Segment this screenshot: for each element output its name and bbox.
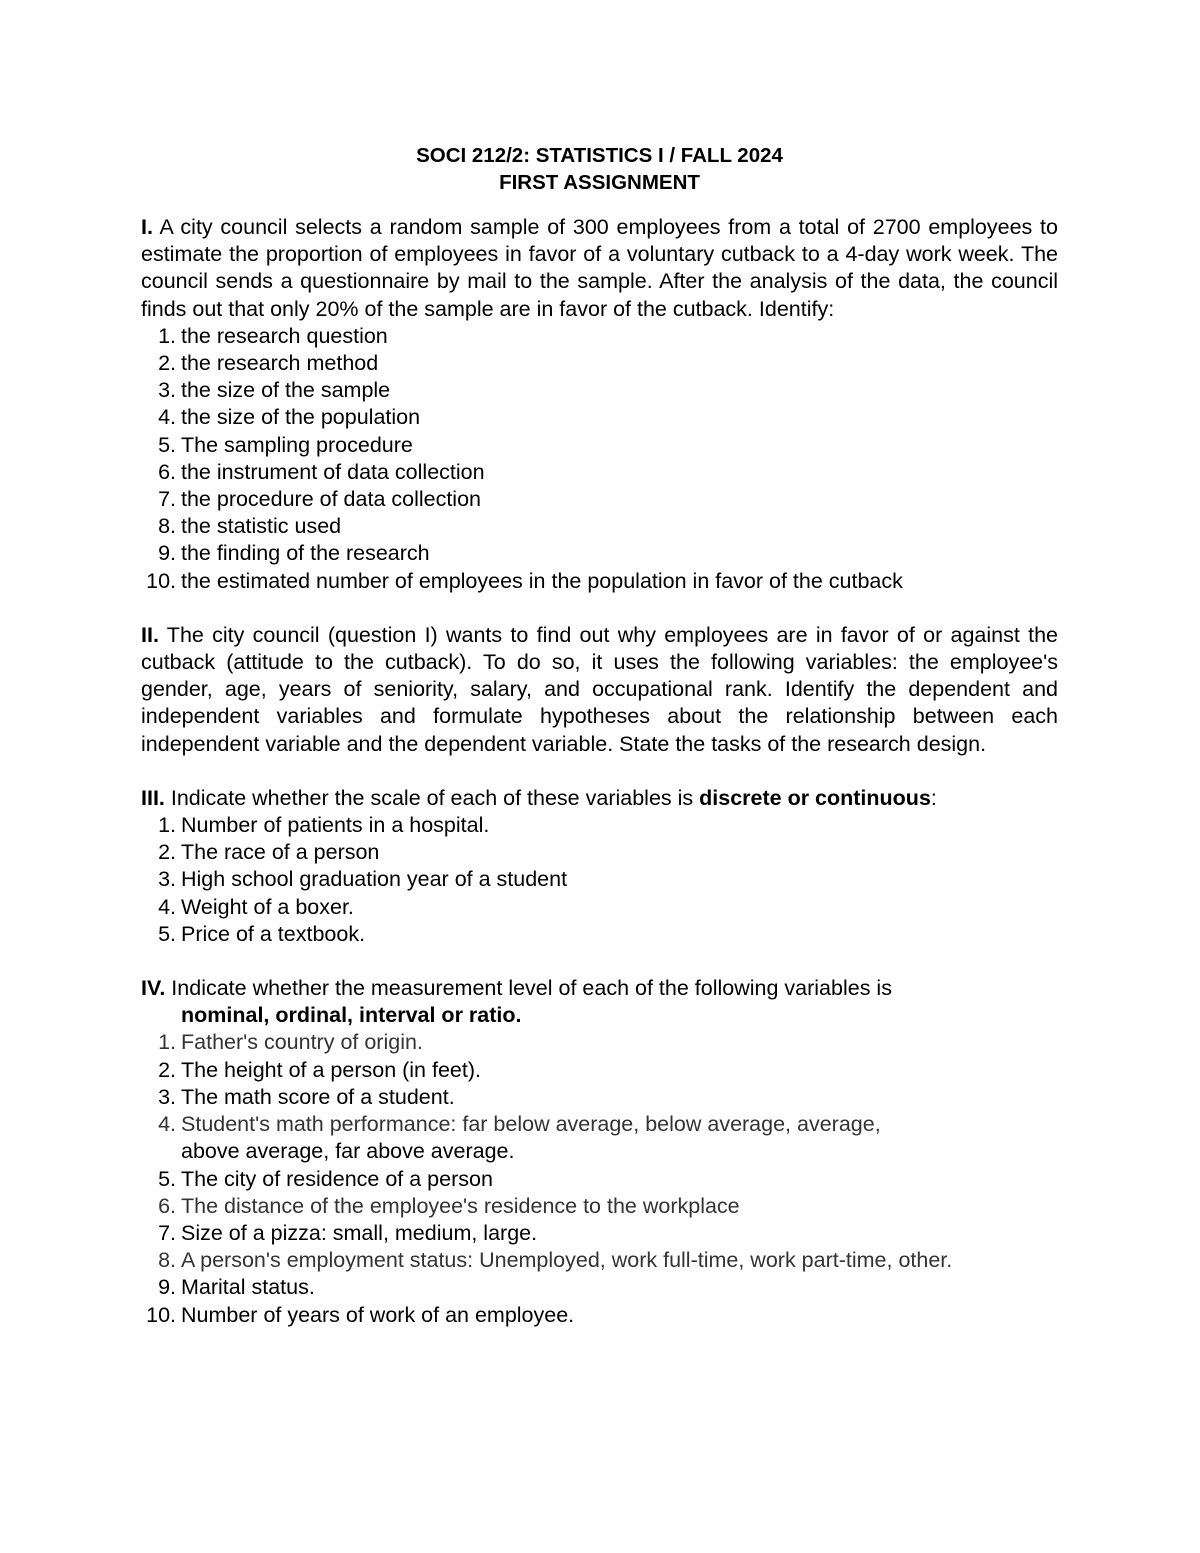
item-text: the finding of the research bbox=[181, 541, 430, 566]
item-text: the size of the population bbox=[181, 405, 421, 430]
list-item bbox=[141, 513, 1058, 540]
section-2 bbox=[141, 622, 1058, 758]
item-text: Weight of a boxer. bbox=[181, 894, 354, 919]
section-3-text: Indicate whether the scale of each of these variables is bbox=[164, 785, 700, 810]
list-item bbox=[141, 459, 1058, 486]
item-text: the estimated number of employees in the population in favor of the cutback bbox=[181, 568, 903, 593]
item-text: the research method bbox=[181, 351, 379, 376]
item-text: The city of residence of a person bbox=[181, 1166, 493, 1191]
list-item bbox=[141, 921, 1058, 948]
list-item bbox=[141, 1220, 1058, 1247]
section-4-text: Indicate whether the measurement level of each of the following variables is bbox=[165, 976, 892, 1001]
item-number: 7. bbox=[158, 487, 176, 512]
section-4-numeral: IV. bbox=[141, 976, 166, 1001]
item-text: Price of a textbook. bbox=[181, 921, 366, 946]
item-text: the instrument of data collection bbox=[181, 459, 485, 484]
list-item bbox=[141, 1247, 1058, 1274]
course-title: SOCI 212/2: STATISTICS I / FALL 2024 bbox=[416, 144, 783, 167]
item-number: 6. bbox=[158, 459, 176, 484]
section-4-emphasis: nominal, ordinal, interval or ratio. bbox=[181, 1003, 522, 1028]
item-number: 1. bbox=[158, 1030, 176, 1055]
item-number: 3. bbox=[158, 1084, 176, 1109]
item-text: the size of the sample bbox=[181, 378, 391, 403]
list-item-continuation: above average, far above average. bbox=[181, 1139, 515, 1164]
list-item bbox=[141, 432, 1058, 459]
item-number: 10. bbox=[146, 1302, 176, 1327]
item-number: 4. bbox=[158, 405, 176, 430]
item-text: A person's employment status: Unemployed, work full-time, work part-time, other. bbox=[181, 1248, 953, 1273]
item-text: The race of a person bbox=[181, 840, 380, 865]
list-item bbox=[141, 1193, 1058, 1220]
section-4-prompt bbox=[141, 975, 1058, 1002]
list-item bbox=[141, 866, 1058, 893]
item-text: The distance of the employee's residence to the workplace bbox=[181, 1193, 740, 1218]
section-1-numeral: I. bbox=[141, 215, 153, 239]
item-text: The math score of a student. bbox=[181, 1084, 455, 1109]
item-number: 10. bbox=[146, 568, 176, 593]
section-3-colon: : bbox=[930, 785, 937, 810]
item-number: 3. bbox=[158, 867, 176, 892]
item-text: Marital status. bbox=[181, 1275, 315, 1300]
item-text: Student's math performance: far below average, below average, average, bbox=[181, 1112, 881, 1137]
section-1 bbox=[141, 214, 1058, 595]
section-2-prompt bbox=[141, 622, 1058, 758]
section-3 bbox=[141, 785, 1058, 948]
item-number: 8. bbox=[158, 514, 176, 539]
list-item bbox=[141, 350, 1058, 377]
item-number: 9. bbox=[158, 1275, 176, 1300]
list-item bbox=[141, 812, 1058, 839]
section-2-numeral: II. bbox=[141, 622, 159, 647]
item-number: 2. bbox=[158, 1057, 176, 1082]
item-number: 7. bbox=[158, 1220, 176, 1245]
list-item bbox=[141, 1084, 1058, 1111]
item-text: Size of a pizza: small, medium, large. bbox=[181, 1220, 538, 1245]
item-number: 5. bbox=[158, 921, 176, 946]
section-4 bbox=[141, 975, 1058, 1329]
item-number: 2. bbox=[158, 840, 176, 865]
item-number: 8. bbox=[158, 1248, 176, 1273]
list-item bbox=[141, 404, 1058, 431]
item-text: the research question bbox=[181, 323, 388, 348]
assignment-title: FIRST ASSIGNMENT bbox=[499, 171, 700, 194]
item-number: 4. bbox=[158, 1112, 176, 1137]
title-block bbox=[141, 142, 1058, 196]
list-item bbox=[141, 839, 1058, 866]
section-3-prompt bbox=[141, 785, 1058, 812]
list-item bbox=[141, 323, 1058, 350]
list-item bbox=[141, 1111, 1058, 1138]
list-item bbox=[141, 894, 1058, 921]
list-item bbox=[141, 540, 1058, 567]
item-text: The sampling procedure bbox=[181, 432, 413, 457]
item-number: 5. bbox=[158, 432, 176, 457]
item-text: Number of years of work of an employee. bbox=[181, 1302, 575, 1327]
list-item bbox=[141, 486, 1058, 513]
item-number: 5. bbox=[158, 1166, 176, 1191]
item-text: Number of patients in a hospital. bbox=[181, 813, 490, 838]
section-2-text: The city council (question I) wants to find out why employees are in favor of or against the cutback (attitude to the cutback). To do so, it uses the following variables: the employee's gender, age, years of seniority, salary, and occupational rank. Identify the dependent and independent variables and formulate hypotheses about the relationship between each independent variable and the dependent variable. State the tasks of the research design. bbox=[141, 622, 1058, 756]
item-number: 9. bbox=[158, 541, 176, 566]
item-text: High school graduation year of a student bbox=[181, 867, 568, 892]
item-number: 3. bbox=[158, 378, 176, 403]
list-item bbox=[141, 377, 1058, 404]
assignment-page bbox=[141, 142, 1058, 1356]
item-text: Father's country of origin. bbox=[181, 1030, 423, 1055]
list-item bbox=[141, 568, 1058, 595]
item-number: 2. bbox=[158, 351, 176, 376]
item-number: 1. bbox=[158, 323, 176, 348]
item-number: 6. bbox=[158, 1193, 176, 1218]
list-item bbox=[141, 1166, 1058, 1193]
section-3-numeral: III. bbox=[141, 785, 165, 810]
item-text: the statistic used bbox=[181, 514, 342, 539]
section-3-emphasis: discrete or continuous bbox=[699, 785, 931, 810]
item-text: the procedure of data collection bbox=[181, 487, 482, 512]
item-text: The height of a person (in feet). bbox=[181, 1057, 481, 1082]
list-item bbox=[141, 1029, 1058, 1056]
item-number: 1. bbox=[158, 813, 176, 838]
list-item bbox=[141, 1057, 1058, 1084]
item-number: 4. bbox=[158, 894, 176, 919]
list-item bbox=[141, 1302, 1058, 1329]
section-1-prompt bbox=[141, 214, 1058, 323]
list-item bbox=[141, 1274, 1058, 1301]
section-1-text: A city council selects a random sample of 300 employees from a total of 2700 employees to estimate the proportion of employees in favor of a voluntary cutback to a 4-day work week. The council sends a questionnaire by mail to the sample. After the analysis of the data, the council finds out that only 20% of the sample are in favor of the cutback. Identify: bbox=[141, 215, 1058, 321]
